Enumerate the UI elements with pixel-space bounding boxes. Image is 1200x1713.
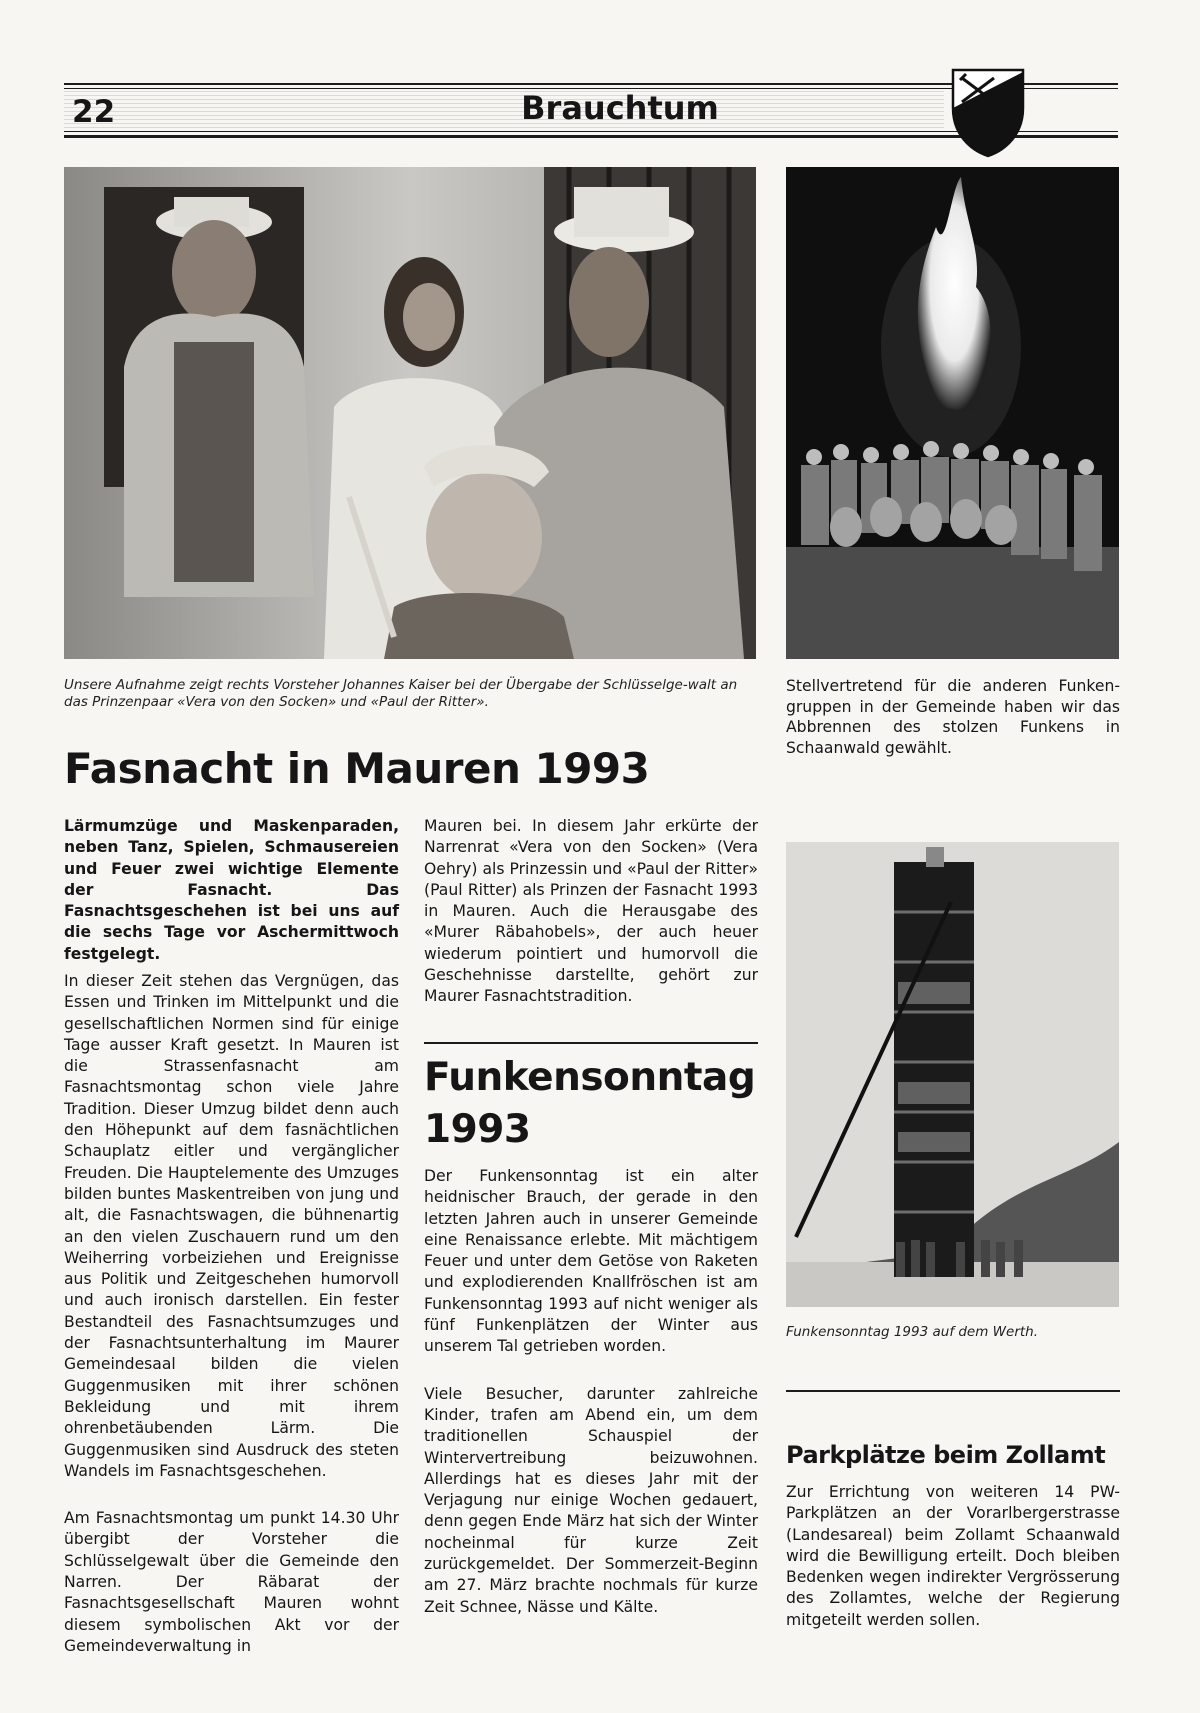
article-title-funkensonntag bbox=[424, 1052, 755, 1156]
tower-photo-caption: Funkensonntag 1993 auf dem Werth. bbox=[786, 1324, 1039, 1340]
bonfire-photo-caption: Stellvertretend für die anderen Funken-gruppen in der Gemeinde haben wir das Abbrennen des stolzen Funkens in Schaanwald gewählt. bbox=[786, 677, 1120, 757]
article-paragraph: Der Funkensonntag ist ein alter heidnischer Brauch, der gerade in den letzten Jahren auch in unserer Gemeinde eine Renaissance erlebte. Mit mächtigem Feuer und unter dem Getöse von Raketen und explodierenden Knallfröschen ist am Funkensonntag 1993 auf nicht weniger als fünf Funkenplätzen der Winter aus unserem Tal getrieben worden. bbox=[424, 1167, 758, 1356]
title-line: Funkensonntag bbox=[424, 1055, 756, 1100]
article-paragraph: In dieser Zeit stehen das Vergnügen, das Essen und Trinken im Mittelpunkt und die gesellschaftlichen Normen sind für einige Tage ausser Kraft gesetzt. In Mauren ist die Strassenfasnacht am Fasnachtsmontag schon viele Jahre Tradition. Dieser Umzug bildet denn auch den Höhepunkt auf dem fasnächtlichen Schauplatz eitler und vergänglicher Freuden. Die Hauptelemente des Umzuges bilden buntes Maskentreiben von jung und alt, die Fasnachtswagen, die bühnenartig an den vielen Zuschauern rund um den Weiherring vorbeiziehen und Ereignisse aus Politik und Zeitgeschehen humorvoll und auch ironisch darstellen. Ein fester Bestandteil des Fasnachtsumzuges und der Fasnachtsunterhaltung im Maurer Gemeindesaal bilden die vielen Guggenmusiken mit ihrer schönen Bekleidung und mit ihrem ohrenbetäubenden Lärm. Die Guggenmusiken sind Ausdruck des steten Wandels im Fasnachtsgeschehen. bbox=[64, 972, 399, 1480]
municipal-crest-icon bbox=[950, 68, 1026, 158]
bonfire-photo bbox=[786, 167, 1119, 659]
funken-tower-photo bbox=[786, 842, 1119, 1307]
article-paragraph: Mauren bei. In diesem Jahr erkürte der Narrenrat «Vera von den Socken» (Vera Oehry) als Prinzessin und «Paul der Ritter» (Paul Ritter) als Prinzen der Fasnacht 1993 in Mauren. Auch die Herausgabe des «Murer Räbahobels», der auch heuer wiederum pointiert und humorvoll die Geschehnisse darstellte, gehört zur Maurer Fasnachtstradition. bbox=[424, 817, 758, 1006]
section-title: Brauchtum bbox=[521, 89, 719, 127]
article-title-parkplaetze: Parkplätze beim Zollamt bbox=[786, 1441, 1106, 1469]
article-column-1 bbox=[64, 971, 399, 1683]
article-column-2 bbox=[424, 816, 758, 1034]
article-lead: Lärmumzüge und Maskenparaden, neben Tanz, Spielen, Schmausereien und Feuer zwei wichtige Elemente der Fasnacht. Das Fasnachtsgeschehen ist bei uns auf die sechs Tage vor Aschermittwoch festgelegt. bbox=[64, 817, 399, 963]
title-line: 1993 bbox=[424, 1107, 531, 1152]
article-paragraph: Am Fasnachtsmontag um punkt 14.30 Uhr übergibt der Vorsteher die Schlüsselgewalt über die Gemeinde den Narren. Der Räbarat der Fasnachtsgesellschaft Mauren wohnt diesem symbolischen Akt vor der Gemeindeverwaltung in bbox=[64, 1509, 399, 1655]
carnival-photo-caption: Unsere Aufnahme zeigt rechts Vorsteher Johannes Kaiser bei der Übergabe der Schlüsselge-walt an das Prinzenpaar «Vera von den Socken» und «Paul der Ritter». bbox=[64, 677, 738, 710]
page-number: 22 bbox=[72, 94, 116, 130]
article-title-fasnacht: Fasnacht in Mauren 1993 bbox=[64, 744, 650, 793]
carnival-photo bbox=[64, 167, 756, 659]
article-parkplaetze-body: Zur Errichtung von weiteren 14 PW-Parkplätzen an der Vorarlbergerstrasse (Landesareal) beim Zollamt Schaanwald wird die Bewilligung erteilt. Doch bleiben Bedenken wegen indirekter Vergrösserung des Zollamtes, welche der Regierung mitgeteilt werden sollen. bbox=[786, 1483, 1120, 1629]
article-divider bbox=[786, 1390, 1120, 1392]
article-divider bbox=[424, 1042, 758, 1044]
article-column-2b bbox=[424, 1166, 758, 1644]
article-paragraph: Viele Besucher, darunter zahlreiche Kinder, trafen am Abend ein, um dem traditionellen Schauspiel der Wintervertreibung beizuwohnen. Allerdings hat es dieses Jahr mit der Verjagung nur einige Wochen gedauert, denn gegen Ende März hat sich der Winter nocheinmal für kurze Zeit zurückgemeldet. Der Sommerzeit-Beginn am 27. März brachte nochmals für kurze Zeit Schnee, Nässe und Kälte. bbox=[424, 1384, 758, 1616]
